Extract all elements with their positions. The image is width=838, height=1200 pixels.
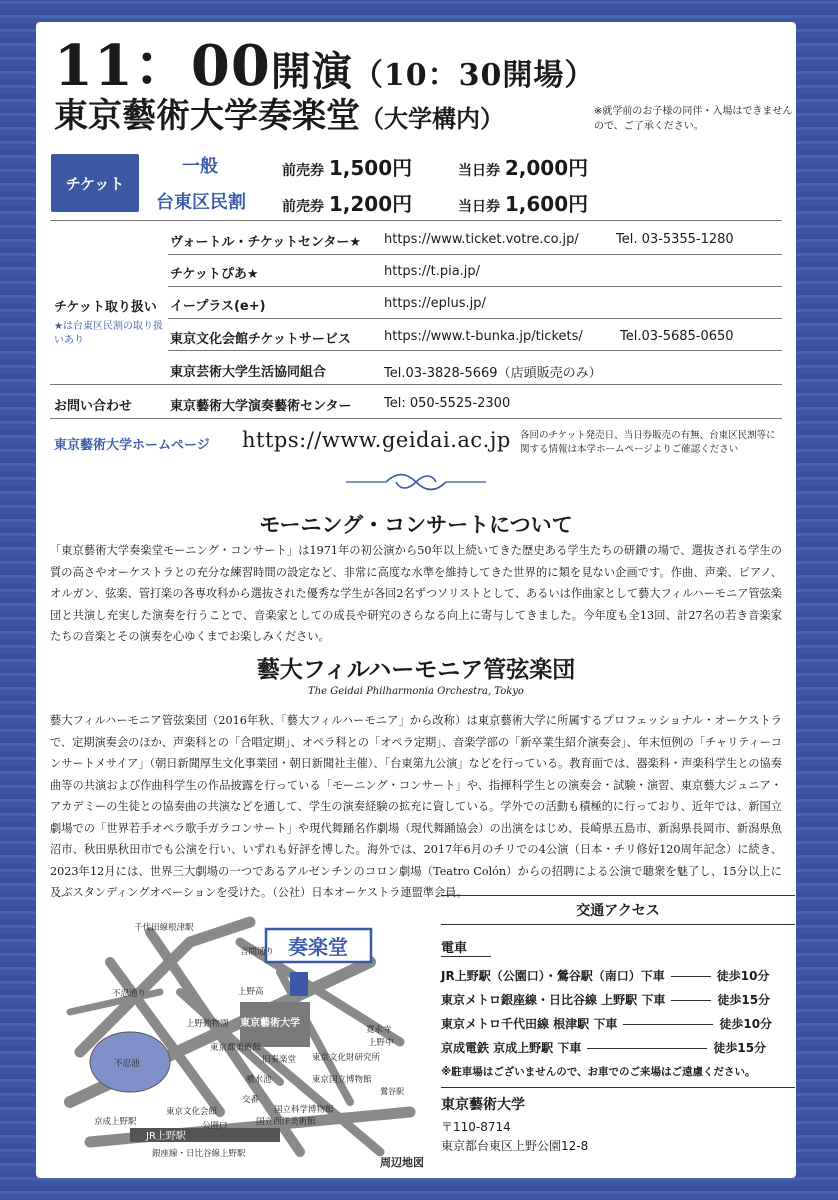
vendor-coop: 東京芸術大学生活協同組合 [170, 365, 327, 380]
morning-title: モーニング・コンサートについて [259, 513, 573, 537]
sogakudo-marker [290, 972, 308, 996]
map-label-jr-ueno: JR上野駅 [146, 1131, 186, 1142]
general-label: 一般 [182, 156, 218, 177]
route-1: JR上野駅（公園口）・鶯谷駅（南口）下車 徒歩10分 [441, 969, 770, 983]
map-label-bunkakaikan: 東京文化会館 [166, 1107, 218, 1117]
map-label-shinobazu-dori: 不忍通り [112, 989, 147, 999]
map-label-uenokou: 上野高 [238, 987, 264, 997]
start-time: 11：00開演（10：30開場） [54, 33, 596, 99]
vendor-bunka-tel: Tel.03-5685-0650 [620, 329, 734, 344]
area-map [50, 902, 440, 1172]
map-label-zoo: 上野動物園 [186, 1019, 229, 1029]
map-label-funsui: 噴水池 [246, 1075, 272, 1085]
train-label: 電車 [441, 937, 491, 957]
postal-code: 〒110-8714 [441, 1120, 511, 1134]
map-label-uenochu: 上野中 [368, 1038, 394, 1048]
map-label-pond: 不忍池 [114, 1059, 140, 1069]
map-label-keisei: 京成上野駅 [94, 1117, 137, 1127]
flyer-page [36, 22, 796, 1178]
route-2: 東京メトロ銀座線・日比谷線 上野駅 下車 徒歩15分 [441, 993, 771, 1007]
address: 東京都台東区上野公園12-8 [441, 1139, 589, 1153]
vendor-votre-url[interactable]: https://www.ticket.votre.co.jp/ [384, 232, 579, 247]
contact-tel: Tel: 050-5525-2300 [384, 396, 511, 411]
doors-time: （10：30開場） [352, 58, 596, 93]
vendor-pia: チケットぴあ★ [170, 267, 259, 282]
map-label-bunkazai: 東京文化財研究所 [312, 1053, 381, 1063]
route-3: 東京メトロ千代田線 根津駅 下車 徒歩10分 [441, 1017, 773, 1031]
homepage-note: 各回のチケット発売日、当日券販売の有無、台東区民割等に関する情報は本学ホームページよりご確認ください [520, 430, 776, 455]
map-label-kouenguchi: 公園口 [202, 1121, 228, 1131]
map-label-kahaku: 国立科学博物館 [274, 1105, 334, 1115]
map-label-uguisudani: 鶯谷駅 [380, 1087, 404, 1096]
access-title: 交通アクセス [441, 895, 795, 925]
handling-label: チケット取り扱い [54, 300, 157, 315]
resident-advance: 前売券 1,200円 [282, 192, 413, 216]
map-label-geidai: 東京藝術大学 [240, 1018, 300, 1029]
parking-note: ※駐車場はございませんので、お車でのご来場はご遠慮ください。 [441, 1066, 756, 1078]
homepage-label: 東京藝術大学ホームページ [54, 438, 210, 453]
contact-label: お問い合わせ [54, 399, 133, 414]
vendor-bunka-url[interactable]: https://www.t-bunka.jp/tickets/ [384, 329, 583, 344]
ornament-divider [346, 470, 486, 494]
map-label-kototoi: 言問通り [240, 947, 275, 957]
resident-door: 当日券 1,600円 [458, 192, 589, 216]
age-note: ※就学前のお子様の同伴・入場はできませんので、ご了承ください。 [594, 106, 793, 132]
access-section [441, 895, 795, 1154]
map-label-koban: 交番 [242, 1095, 260, 1105]
map-label-bijutsukan: 東京都美術館 [210, 1043, 262, 1053]
vendor-pia-url[interactable]: https://t.pia.jp/ [384, 264, 481, 279]
vendor-eplus-url[interactable]: https://eplus.jp/ [384, 296, 486, 311]
vendor-eplus: イープラス(e+) [170, 299, 266, 314]
orchestra-body: 藝大フィルハーモニア管弦楽団（2016年秋、「藝大フィルハーモニア」から改称）は東京藝術大学に所属するプロフェッショナル・オーケストラで、定期演奏会のほか、声楽科との「合唱定期」、オペラ科との「オペラ定期」、音楽学部の「新卒業生紹介演奏会」、年末恒例の「チャリティーコンサートメサイア」（朝日新聞厚生文化事業団・朝日新聞社主催）、「台東第九公演」などを行っている。教育面では、器楽科・声楽科学生との協奏曲等の共演および作曲科学生の作品披露を行っている「モーニング・コンサート」や、指揮科学生との演奏会・試験・演習、東京藝大ジュニア・アカデミーの生徒との協奏曲の共演などを通して、学生の演奏経験の拡充に資している。学外での活動も積極的に行っており、近年では、新国立劇場での「世界若手オペラ歌手ガラコンサート」や現代舞踊名作劇場（現代舞踊協会）の出演をはじめ、長崎県五島市、新潟県長岡市、新潟県魚沼市、秋田県秋田市でも公演を行い、いずれも好評を博した。海外では、2017年6月のチリでの4公演（日本・チリ修好120周年記念）に続き、2023年12月には、世界三大劇場の一つであるアルゼンチンのコロン劇場（Teatro Colón）からの招聘による公演で聴衆を魅了し、15分以上に及ぶスタンディングオベーションを受けた。（公社）日本オーケストラ連盟準会員。 [50, 714, 782, 899]
map-caption: 周辺地図 [380, 1156, 424, 1169]
map-label-seiyo: 国立西洋美術館 [256, 1117, 316, 1127]
univ-name: 東京藝術大学 [441, 1087, 795, 1114]
homepage-url[interactable]: https://www.geidai.ac.jp [242, 428, 511, 452]
resident-label: 台東区民割 [156, 192, 246, 213]
handling-note: ★は台東区民割の取り扱いあり [54, 321, 163, 346]
ticket-label: チケット [51, 154, 139, 212]
map-label-metro-ueno: 銀座線・日比谷線上野駅 [152, 1149, 246, 1159]
route-4: 京成電鉄 京成上野駅 下車 徒歩15分 [441, 1041, 767, 1055]
orchestra-title: 藝大フィルハーモニア管弦楽団 [256, 656, 576, 683]
sogakudo-label: 奏楽堂 [288, 935, 348, 959]
vendor-coop-tel: Tel.03-3828-5669（店頭販売のみ） [384, 366, 602, 381]
orchestra-subtitle: The Geidai Philharmonia Orchestra, Tokyo [308, 686, 524, 697]
map-label-hakubutsukan: 東京国立博物館 [312, 1075, 372, 1085]
general-door: 当日券 2,000円 [458, 156, 589, 180]
morning-body: 「東京藝術大学奏楽堂モーニング・コンサート」は1971年の初公演から50年以上続いてきた歴史ある学生たちの研鑽の場で、選抜される学生の質の高さやオーケストラとの充分な練習時間の設定など、非常に高度な水準を維持してきた世界的に類を見ない企画です。作曲、声楽、ピアノ、オルガン、弦楽、管打楽の各専攻科から選抜された優秀な学生が各回2名ずつソリストとして、あるいは作曲家として藝大フィルハーモニア管弦楽団と共演し充実した演奏を行うことで、音楽家としての成長や研究のさらなる向上に寄与してきました。今年度も全13回、計27名の若き音楽家たちの音楽とその演奏を心ゆくまでお楽しみください。 [50, 544, 782, 643]
vendor-votre: ヴォートル・チケットセンター★ [170, 235, 362, 250]
map-label-nezu: 千代田線根津駅 [134, 923, 194, 933]
venue-title: 東京藝術大学奏楽堂（大学構内） [54, 96, 504, 136]
vendor-votre-tel: Tel. 03-5355-1280 [616, 232, 734, 247]
map-label-kaneiji: 寛永寺 [366, 1025, 392, 1035]
contact-name: 東京藝術大学演奏藝術センター [170, 399, 352, 414]
general-advance: 前売券 1,500円 [282, 156, 413, 180]
vendor-bunka: 東京文化会館チケットサービス [170, 332, 351, 347]
map-label-kyusogakudo: 旧奏楽堂 [262, 1055, 297, 1065]
